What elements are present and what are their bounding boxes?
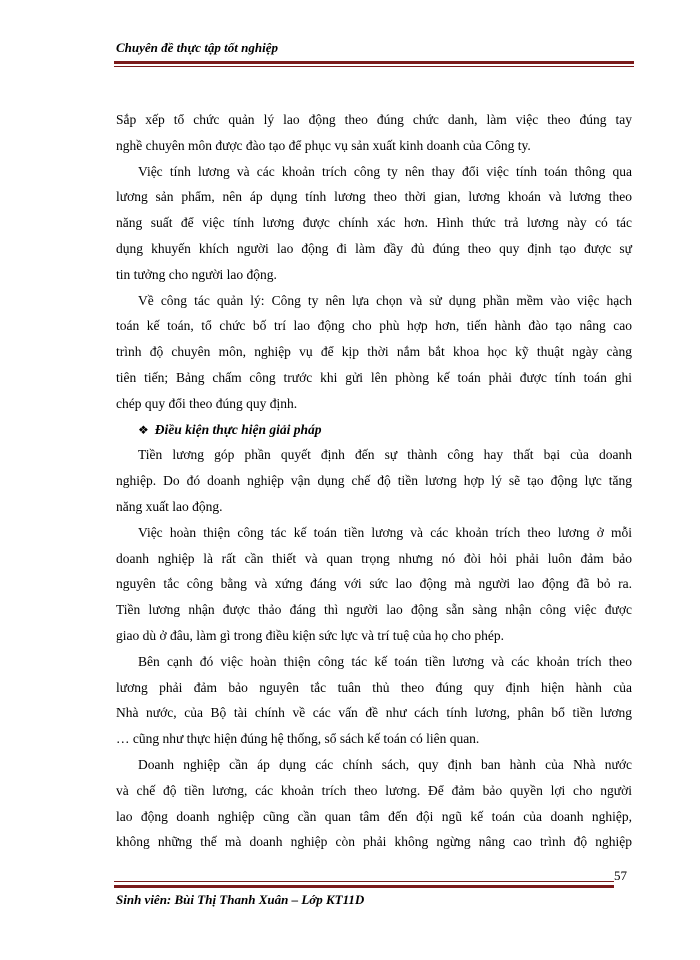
paragraph-line: Tiền lương góp phần quyết định đến sự thành công hay thất bại của doanh <box>138 447 632 463</box>
paragraph-line: và chế độ tiền lương, các khoản trích theo lương. Để đảm bảo quyền lợi cho người <box>116 782 632 798</box>
paragraph-line: lương sản phẩm, nên áp dụng tính lương theo thời gian, lương khoán và lương theo <box>116 189 632 205</box>
paragraph-line: nguyên tắc công bằng và xứng đáng với sức lao động mà người lao động đã bỏ ra. <box>116 576 632 592</box>
paragraph-line: doanh nghiệp là rất cần thiết và quan trọng nhưng nó đòi hỏi phải luôn đảm bảo <box>116 550 632 566</box>
paragraph-line: dụng khuyến khích người lao động đi làm đầy đủ đúng theo quy định tạo được sự <box>116 240 632 256</box>
paragraph-line: lương phải đảm bảo nguyên tắc tuân thủ theo đúng quy định hiện hành của <box>116 679 632 695</box>
paragraph-line: năng suất để việc tính lương được chính xác hơn. Hình thức trả lương này có tác <box>116 215 632 231</box>
document-title: Chuyên đề thực tập tốt nghiệp <box>116 40 278 55</box>
paragraph-line: Doanh nghiệp cần áp dụng các chính sách, quy định ban hành của Nhà nước <box>138 756 632 772</box>
paragraph-line: … cũng như thực hiện đúng hệ thống, sổ sách kế toán có liên quan. <box>116 731 480 747</box>
paragraph-line: Việc tính lương và các khoản trích công ty nên thay đổi việc tính toán thông qua <box>138 163 632 179</box>
paragraph-line: nghề chuyên môn được đào tạo để phục vụ sản xuất kinh doanh của Công ty. <box>116 137 531 153</box>
paragraph-line: trình độ chuyên môn, nghiệp vụ để kịp thời nắm bắt khoa học kỹ thuật ngày càng <box>116 344 632 360</box>
header-rule-thick <box>114 61 634 64</box>
paragraph-line: lao động doanh nghiệp cũng cần quan tâm đến đội ngũ kế toán của doanh nghiệp, <box>116 808 632 824</box>
diamond-bullet-icon: ❖ <box>138 422 149 437</box>
paragraph-line: chép quy đổi theo đúng quy định. <box>116 395 298 411</box>
paragraph-line: không những thế mà doanh nghiệp còn phải không ngừng nâng cao trình độ nghiệp <box>116 834 632 850</box>
section-heading-text: Điều kiện thực hiện giải pháp <box>154 421 322 437</box>
footer-rule-thick <box>114 885 614 888</box>
paragraph-line: Nhà nước, của Bộ tài chính về các vấn đề như cách tính lương, phân bổ tiền lương <box>116 705 632 721</box>
header-rule-thin <box>114 66 634 67</box>
student-name: Sinh viên: Bùi Thị Thanh Xuân – Lớp KT11D <box>116 892 365 907</box>
paragraph-line: Sắp xếp tổ chức quản lý lao động theo đúng chức danh, làm việc theo đúng tay <box>116 112 632 127</box>
footer-rule-thin <box>114 881 614 882</box>
paragraph-line: Bên cạnh đó việc hoàn thiện công tác kế toán tiền lương và các khoản trích theo <box>138 653 632 669</box>
paragraph-line: tin tưởng cho người lao động. <box>116 266 277 282</box>
body-text <box>116 107 632 855</box>
paragraph-line: Việc hoàn thiện công tác kế toán tiền lương và các khoản trích theo lương ở mỗi <box>138 524 632 540</box>
paragraph-line: năng xuất lao động. <box>116 498 223 514</box>
page-number: 57 <box>614 868 627 883</box>
paragraph-line: toán kế toán, tổ chức bố trí lao động cho phù hợp hơn, tiến hành đào tạo nâng cao <box>116 318 632 334</box>
paragraph-line: Tiền lương nhận được thảo đáng thì người lao động sẵn sàng nhận công việc được <box>116 602 632 618</box>
paragraph-line: giao dù ở đâu, làm gì trong điều kiện sức lực và trí tuệ của họ cho phép. <box>116 627 505 643</box>
section-heading <box>116 417 632 443</box>
paragraph-line: Về công tác quản lý: Công ty nên lựa chọn và sử dụng phần mềm vào việc hạch <box>138 292 632 308</box>
paragraph-line: tiên tiến; Bảng chấm công trước khi gửi lên phòng kế toán phải được tính toán ghi <box>116 369 632 385</box>
paragraph-line: nghiệp. Do đó doanh nghiệp vận dụng chế độ tiền lương hợp lý sẽ tạo động lực tăng <box>116 473 632 489</box>
